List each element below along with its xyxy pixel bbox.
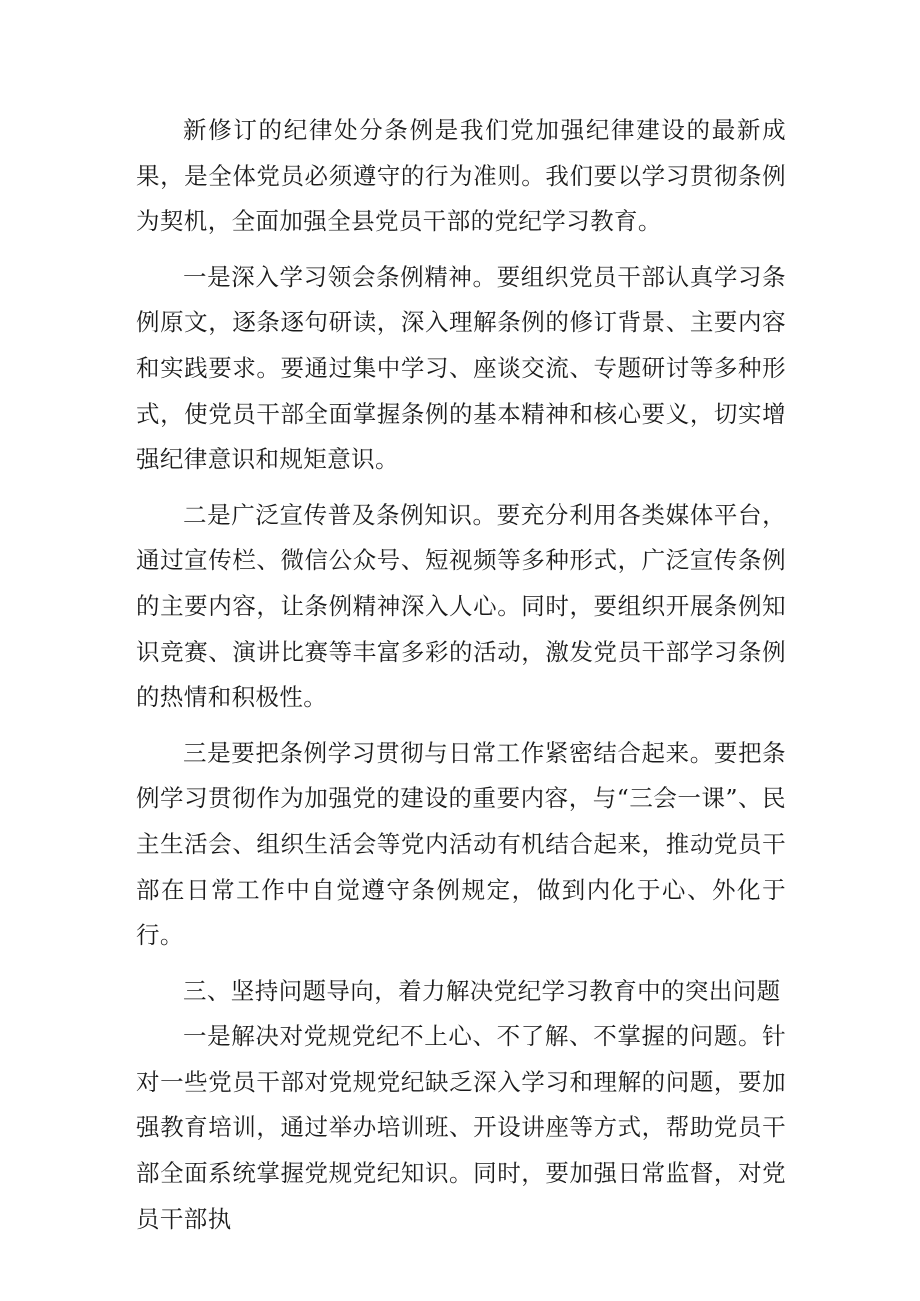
paragraph-intro: 新修订的纪律处分条例是我们党加强纪律建设的最新成果，是全体党员必须遵守的行为准则。我们要以学习贯彻条例为契机，全面加强全县党员干部的党纪学习教育。 — [136, 116, 786, 236]
paragraph-point-two: 二是广泛宣传普及条例知识。要充分利用各类媒体平台，通过宣传栏、微信公众号、短视频等多种形式，广泛宣传条例的主要内容，让条例精神深入人心。同时，要组织开展条例知识竞赛、演讲比赛等丰富多彩的活动，激发党员干部学习条例的热情和积极性。 — [136, 500, 786, 712]
paragraph-section-point-one: 一是解决对党规党纪不上心、不了解、不掌握的问题。针对一些党员干部对党规党纪缺乏深入学习和理解的问题，要加强教育培训，通过举办培训班、开设讲座等方式，帮助党员干部全面系统掌握党规党纪知识。同时，要加强日常监督，对党员干部执 — [136, 1022, 786, 1233]
paragraph-point-three: 三是要把条例学习贯彻与日常工作紧密结合起来。要把条例学习贯彻作为加强党的建设的重要内容，与“三会一课”、民主生活会、组织生活会等党内活动有机结合起来，推动党员干部在日常工作中自觉遵守条例规定，做到内化于心、外化于行。 — [136, 738, 786, 950]
document-body — [136, 108, 786, 1252]
paragraph-point-one: 一是深入学习领会条例精神。要组织党员干部认真学习条例原文，逐条逐句研读，深入理解条例的修订背景、主要内容和实践要求。要通过集中学习、座谈交流、专题研讨等多种形式，使党员干部全面掌握条例的基本精神和核心要义，切实增强纪律意识和规矩意识。 — [136, 262, 786, 474]
section-heading: 三、坚持问题导向，着力解决党纪学习教育中的突出问题 — [183, 976, 781, 1005]
